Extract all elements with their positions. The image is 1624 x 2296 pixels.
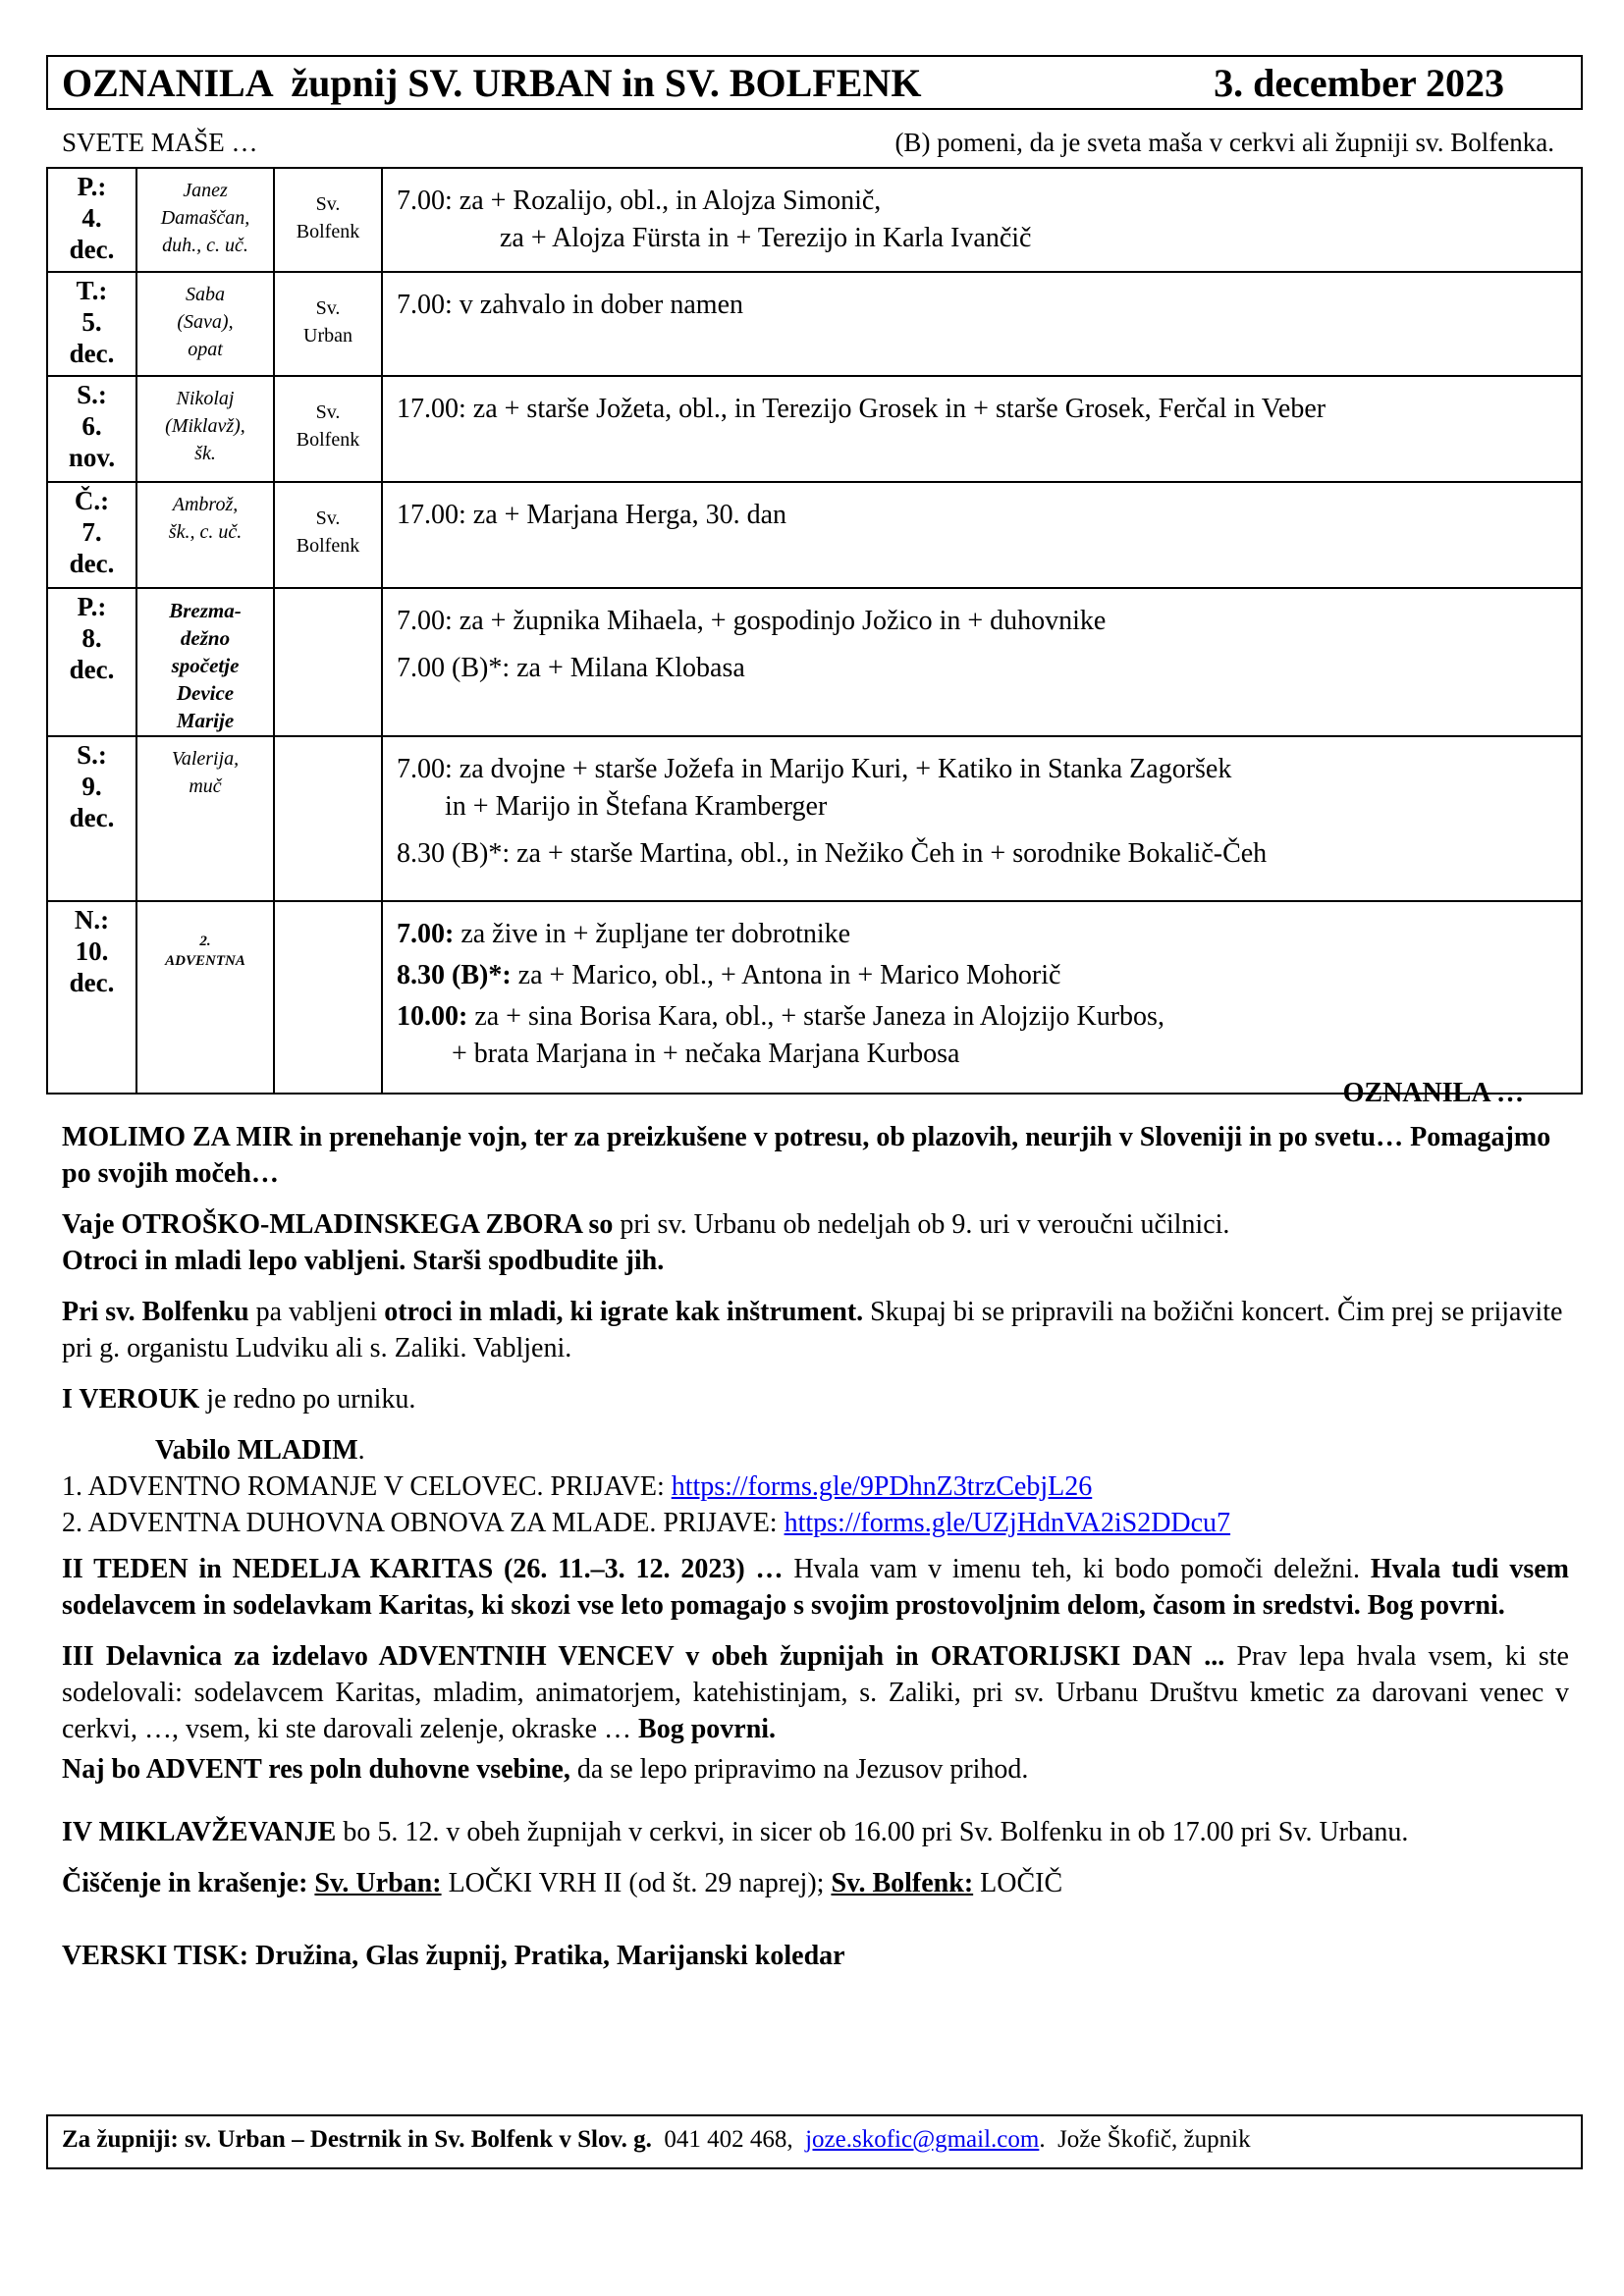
schedule-intentions bbox=[382, 588, 1582, 736]
schedule-day: P.: 8. dec. bbox=[47, 588, 136, 736]
schedule-saint: Nikolaj (Miklavž), šk. bbox=[136, 376, 274, 482]
mass-intention: 7.00: v zahvalo in dober namen bbox=[397, 290, 744, 320]
subheader bbox=[62, 128, 1554, 158]
schedule-intentions bbox=[382, 482, 1582, 588]
mass-intention: 7.00: za dvojne + starše Jožefa in Marijo Kuri, + Katiko in Stanka Zagoršek in + Marijo in Štefana Kramberger bbox=[397, 754, 1232, 822]
header-box bbox=[46, 55, 1583, 110]
mass-intention: 10.00: za + sina Borisa Kara, obl., + starše Janeza in Alojzijo Kurbos, + brata Marjana in + nečaka Marjana Kurbosa bbox=[397, 1001, 1164, 1069]
announcements bbox=[62, 1119, 1569, 1989]
schedule-row bbox=[47, 901, 1582, 1094]
announcements-tag: OZNANILA … bbox=[1342, 1078, 1524, 1108]
email-link[interactable]: joze.skofic@gmail.com bbox=[805, 2126, 1040, 2153]
mass-intention: 8.30 (B)*: za + starše Martina, obl., in Nežiko Čeh in + sorodnike Bokalič-Čeh bbox=[397, 838, 1268, 869]
schedule-saint: Ambrož, šk., c. uč. bbox=[136, 482, 274, 588]
schedule-intentions bbox=[382, 736, 1582, 901]
schedule-row bbox=[47, 736, 1582, 901]
verouk-announcement: I VEROUK je redno po urniku. bbox=[62, 1384, 416, 1415]
subheader-left: SVETE MAŠE … bbox=[62, 128, 258, 157]
mass-intention: 8.30 (B)*: za + Marico, obl., + Antona in + Marico Mohorič bbox=[397, 960, 1061, 990]
schedule-saint: Saba (Sava), opat bbox=[136, 272, 274, 376]
schedule-intentions bbox=[382, 901, 1582, 1094]
schedule-church bbox=[274, 588, 382, 736]
schedule-intentions bbox=[382, 168, 1582, 272]
schedule-saint: Brezma- dežno spočetje Device Marije bbox=[136, 588, 274, 736]
schedule-intentions bbox=[382, 272, 1582, 376]
mass-intention: 7.00: za + župnika Mihaela, + gospodinjo Jožico in + duhovnike bbox=[397, 606, 1107, 636]
footer-contact: Za župniji: sv. Urban – Destrnik in Sv. Bolfenk v Slov. g. 041 402 468, joze.skofic@gmail.com. Jože Škofič, župnik bbox=[46, 2114, 1583, 2169]
cleaning-announcement: Čiščenje in krašenje: Sv. Urban: LOČKI VRH II (od št. 29 naprej); Sv. Bolfenk: LOČIČ bbox=[62, 1868, 1063, 1898]
schedule-row bbox=[47, 168, 1582, 272]
youth-invitation: Vabilo MLADIM. 1. ADVENTNO ROMANJE V CELOVEC. PRIJAVE: https://forms.gle/9PDhnZ3trzCebjL26 2. ADVENTNA DUHOVNA OBNOVA ZA MLADE. PRIJAVE: https://forms.gle/UZjHdnVA2iS2DDcu7 bbox=[62, 1435, 1231, 1538]
schedule-church: Sv. Bolfenk bbox=[274, 376, 382, 482]
schedule-saint: 2. ADVENTNA bbox=[136, 901, 274, 1094]
karitas-announcement: II TEDEN in NEDELJA KARITAS (26. 11.–3. 12. 2023) … Hvala vam v imenu teh, ki bodo pomoči deležni. Hvala tudi vsem sodelavcem in sodelavkam Karitas, ki skozi vse leto pomagajo s svojim prostovoljnim delom, časom in sredstvi. Bog povrni. bbox=[62, 1554, 1569, 1621]
schedule-saint: Valerija, muč bbox=[136, 736, 274, 901]
schedule-day: S.: 6. nov. bbox=[47, 376, 136, 482]
mass-intention: 7.00: za žive in + župljane ter dobrotnike bbox=[397, 919, 851, 949]
schedule-church: Sv. Urban bbox=[274, 272, 382, 376]
press-announcement: VERSKI TISK: Družina, Glas župnij, Pratika, Marijanski koledar bbox=[62, 1941, 845, 1971]
schedule-church bbox=[274, 736, 382, 901]
peace-announcement: MOLIMO ZA MIR in prenehanje vojn, ter za preizkušene v potresu, ob plazovih, neurjih v Sloveniji in po svetu… Pomagajmo po svojih močeh… bbox=[62, 1122, 1551, 1189]
schedule-church: Sv. Bolfenk bbox=[274, 168, 382, 272]
schedule-row bbox=[47, 482, 1582, 588]
mass-intention: 7.00 (B)*: za + Milana Klobasa bbox=[397, 653, 745, 683]
schedule-row bbox=[47, 272, 1582, 376]
page-title: OZNANILA župnij SV. URBAN in SV. BOLFENK bbox=[62, 60, 922, 105]
schedule-day: T.: 5. dec. bbox=[47, 272, 136, 376]
choir-announcement: Vaje OTROŠKO-MLADINSKEGA ZBORA so pri sv. Urbanu ob nedeljah ob 9. uri v veroučni učilnici. Otroci in mladi lepo vabljeni. Starši spodbudite jih. bbox=[62, 1209, 1230, 1276]
schedule-saint: Janez Damaščan, duh., c. uč. bbox=[136, 168, 274, 272]
wreath-announcement: III Delavnica za izdelavo ADVENTNIH VENCEV v obeh župnijah in ORATORIJSKI DAN ... Prav lepa hvala vsem, ki ste sodelovali: sodelavcem Karitas, mladim, animatorjem, katehistinjam, s. Zaliki, pri sv. Urbanu Društvu kmetic za darovani venec v cerkvi, …, vsem, ki ste darovali zelenje, okraske … Bog povrni. bbox=[62, 1641, 1569, 1744]
instrument-announcement: Pri sv. Bolfenku pa vabljeni otroci in mladi, ki igrate kak inštrument. Skupaj bi se pripravili na božični koncert. Čim prej se prijavite pri g. organistu Ludviku ali s. Zaliki. Vabljeni. bbox=[62, 1297, 1563, 1363]
schedule-day: Č.: 7. dec. bbox=[47, 482, 136, 588]
mass-intention: 17.00: za + Marjana Herga, 30. dan bbox=[397, 500, 787, 530]
romanje-form-link[interactable]: https://forms.gle/9PDhnZ3trzCebjL26 bbox=[671, 1471, 1093, 1502]
mass-intention: 7.00: za + Rozalijo, obl., in Alojza Simonič, za + Alojza Fürsta in + Terezijo in Karla Ivančič bbox=[397, 186, 1032, 253]
miklavz-announcement: IV MIKLAVŽEVANJE bo 5. 12. v obeh župnijah v cerkvi, in sicer ob 16.00 pri Sv. Bolfenku in ob 17.00 pri Sv. Urbanu. bbox=[62, 1817, 1409, 1847]
subheader-note: (B) pomeni, da je sveta maša v cerkvi ali župniji sv. Bolfenka. bbox=[894, 128, 1554, 157]
schedule-intentions bbox=[382, 376, 1582, 482]
mass-intention: 17.00: za + starše Jožeta, obl., in Terezijo Grosek in + starše Grosek, Ferčal in Veber bbox=[397, 394, 1326, 424]
schedule-day: S.: 9. dec. bbox=[47, 736, 136, 901]
schedule-row bbox=[47, 588, 1582, 736]
schedule-day: N.: 10. dec. bbox=[47, 901, 136, 1094]
schedule-church: Sv. Bolfenk bbox=[274, 482, 382, 588]
mass-schedule-table bbox=[46, 167, 1583, 1095]
schedule-row bbox=[47, 376, 1582, 482]
page-date: 3. december 2023 bbox=[1214, 60, 1504, 105]
obnova-form-link[interactable]: https://forms.gle/UZjHdnVA2iS2DDcu7 bbox=[784, 1508, 1231, 1538]
advent-wish: Naj bo ADVENT res poln duhovne vsebine, da se lepo pripravimo na Jezusov prihod. bbox=[62, 1754, 1029, 1785]
schedule-day: P.: 4. dec. bbox=[47, 168, 136, 272]
schedule-church bbox=[274, 901, 382, 1094]
